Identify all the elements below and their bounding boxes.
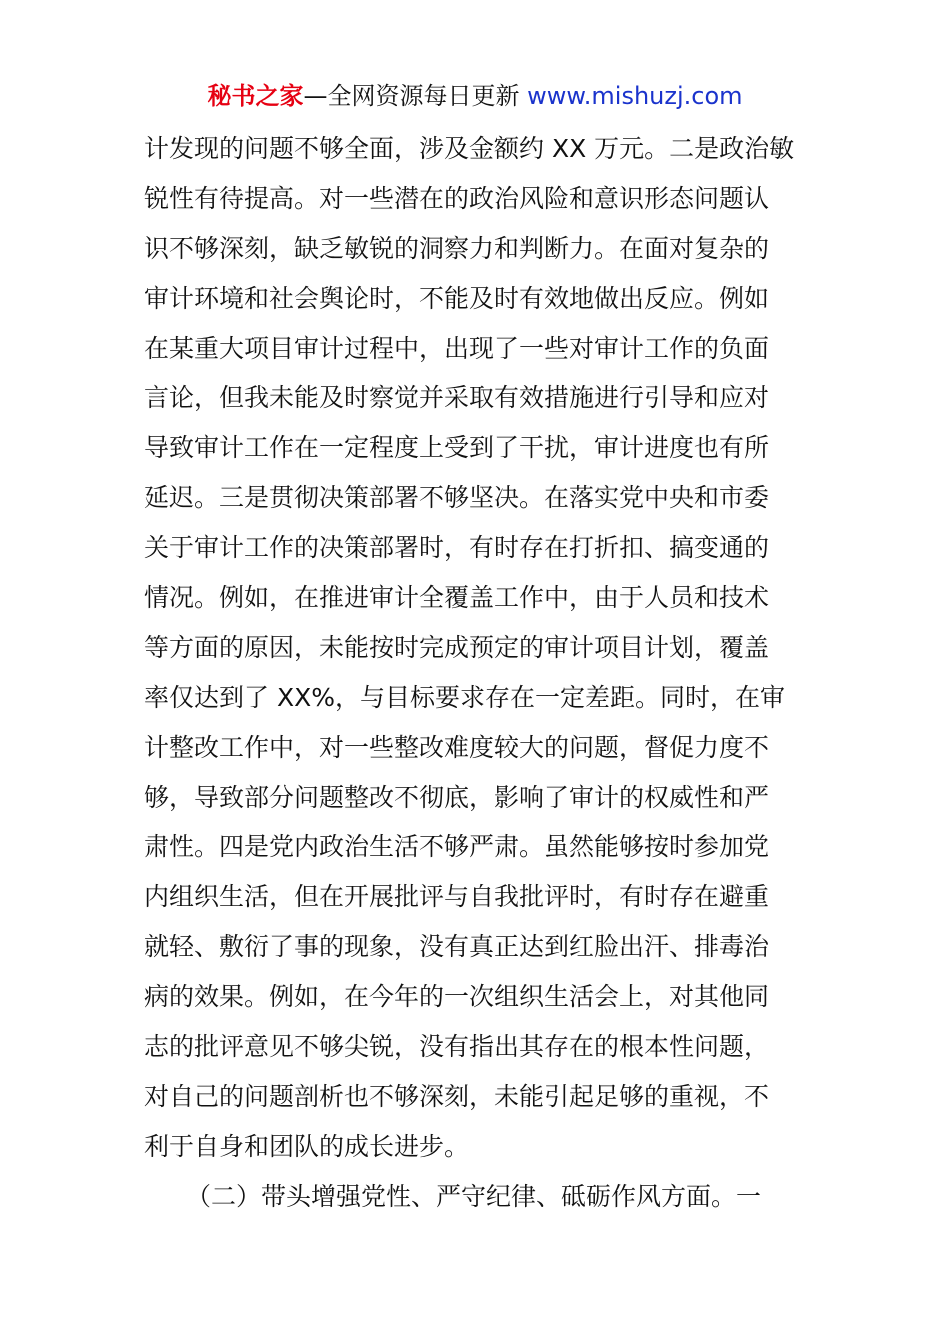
text-line: 在某重大项目审计过程中，出现了一些对审计工作的负面 <box>144 333 770 363</box>
text-line: 利于自身和团队的成长进步。 <box>144 1131 470 1161</box>
text-line: 志的批评意见不够尖锐，没有指出其存在的根本性问题， <box>144 1032 770 1062</box>
text-line: 病的效果。例如，在今年的一次组织生活会上，对其他同 <box>144 982 770 1012</box>
text-line: 计整改工作中，对一些整改难度较大的问题，督促力度不 <box>144 732 770 762</box>
text-line: 情况。例如，在推进审计全覆盖工作中，由于人员和技术 <box>144 583 770 613</box>
text-line: 肃性。四是党内政治生活不够严肃。虽然能够按时参加党 <box>144 832 770 862</box>
site-banner <box>0 78 950 114</box>
site-url-link[interactable]: www.mishuzj.com <box>527 82 743 110</box>
text-line: 等方面的原因，未能按时完成预定的审计项目计划，覆盖 <box>144 632 770 662</box>
text-line: 审计环境和社会舆论时，不能及时有效地做出反应。例如 <box>144 283 770 313</box>
text-line: 识不够深刻，缺乏敏锐的洞察力和判断力。在面对复杂的 <box>144 233 770 263</box>
text-line: 延迟。三是贯彻决策部署不够坚决。在落实党中央和市委 <box>144 483 770 513</box>
text-line: 够，导致部分问题整改不彻底，影响了审计的权威性和严 <box>144 782 770 812</box>
text-line: 就轻、敷衍了事的现象，没有真正达到红脸出汗、排毒治 <box>144 932 770 962</box>
site-slogan: —全网资源每日更新 <box>303 82 528 110</box>
text-line: 计发现的问题不够全面，涉及金额约 XX 万元。二是政治敏 <box>144 134 795 163</box>
document-body <box>144 124 824 1222</box>
text-line: 锐性有待提高。对一些潜在的政治风险和意识形态问题认 <box>144 183 770 213</box>
text-line: 对自己的问题剖析也不够深刻，未能引起足够的重视，不 <box>144 1081 770 1111</box>
text-line: 言论，但我未能及时察觉并采取有效措施进行引导和应对 <box>144 383 770 413</box>
site-brand: 秘书之家 <box>207 82 304 110</box>
section-heading-line: （二）带头增强党性、严守纪律、砥砺作风方面。一 <box>186 1181 762 1211</box>
text-line: 关于审计工作的决策部署时，有时存在打折扣、搞变通的 <box>144 533 770 563</box>
text-line: 导致审计工作在一定程度上受到了干扰，审计进度也有所 <box>144 433 770 463</box>
text-line: 率仅达到了 XX%，与目标要求存在一定差距。同时，在审 <box>144 682 785 712</box>
text-line: 内组织生活，但在开展批评与自我批评时，有时存在避重 <box>144 882 770 912</box>
